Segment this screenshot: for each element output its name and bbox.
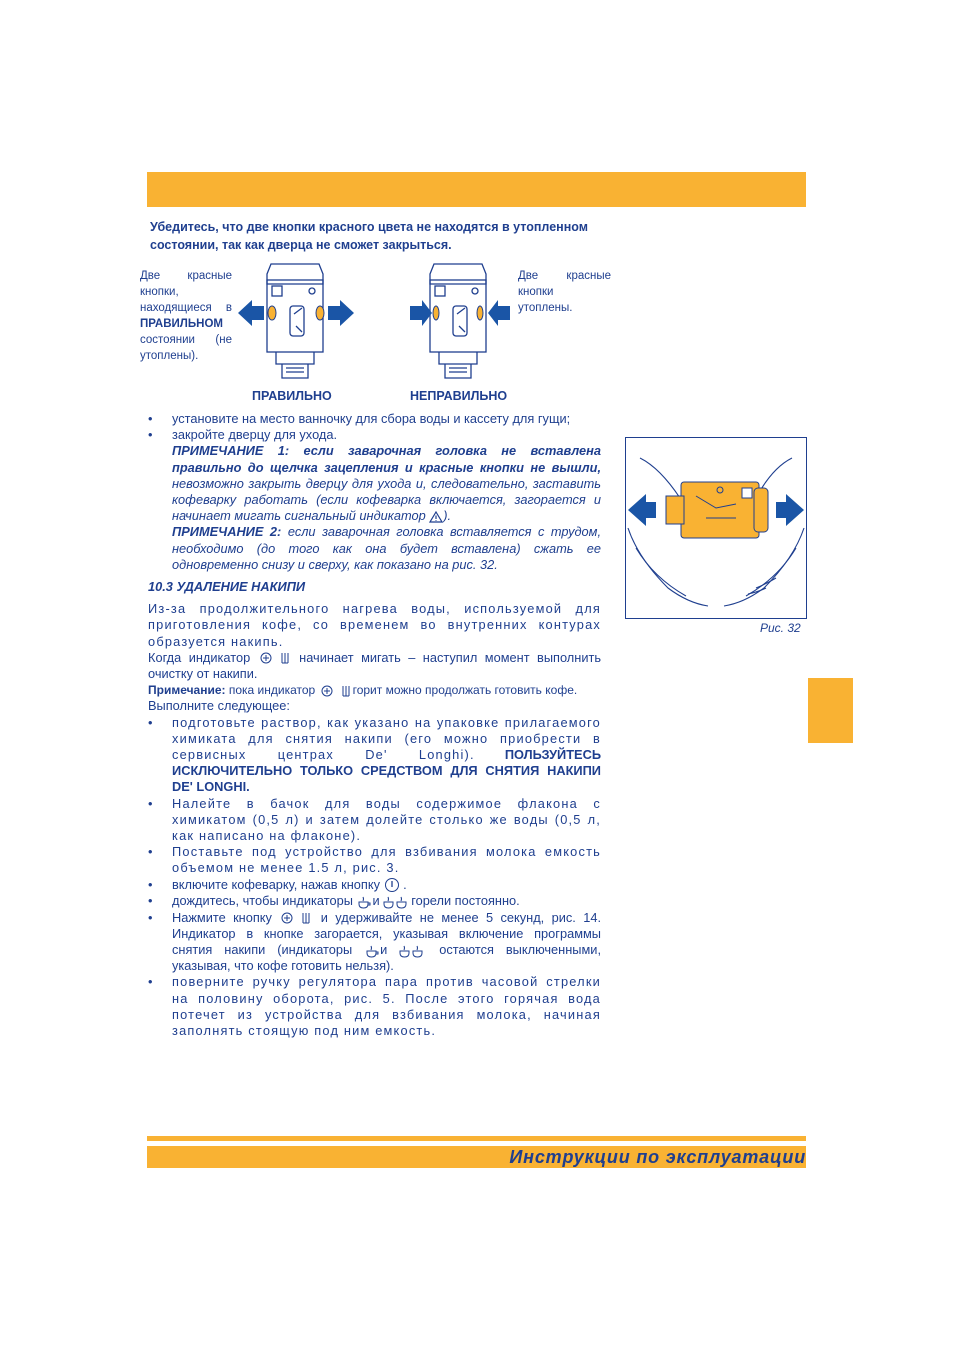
header-band xyxy=(147,172,806,207)
brew-unit-incorrect-illustration xyxy=(404,256,516,388)
caption-correct-a: Две красные кнопки, находящиеся в xyxy=(140,270,232,314)
figure-32 xyxy=(625,437,807,619)
paragraph: Выполните следующее: xyxy=(148,698,290,714)
warning-text: Убедитесь, что две кнопки красного цвета не находятся в утопленном состоянии, так как дверца не сможет закрыться. xyxy=(150,220,588,252)
caption-correct-b: ПРАВИЛЬНОМ xyxy=(140,318,223,330)
bottom-rule xyxy=(147,1136,806,1141)
list-item: • установите на место ванночку для сбора воды и кассету для гущи; xyxy=(148,411,571,426)
section-title: 10.3 УДАЛЕНИЕ НАКИПИ xyxy=(148,579,306,595)
descale-indicator-icon xyxy=(258,651,292,665)
caption-correct-c: состоянии (не утоплены). xyxy=(140,334,232,362)
single-cup-icon xyxy=(364,944,380,958)
double-cup-icon xyxy=(399,944,427,958)
caption-incorrect: Две красные кнопки утоплены. xyxy=(518,270,611,314)
footer-title: Инструкции по эксплуатации xyxy=(509,1147,806,1167)
list-item: • дождитесь, чтобы индикаторы и горели постоянно. xyxy=(148,893,520,909)
list-item: • подготовьте раствор, как указано на упаковке прилагаемого химиката для снятия накипи (его можно приобрести в сервисных центрах De' Longhi). ПОЛЬЗУЙТЕСЬ ИСКЛЮЧИТЕЛЬНО ТОЛЬКО СРЕДСТВОМ ДЛЯ СНЯТИЯ НАКИПИ DE' LONGHI. xyxy=(148,714,602,795)
descale-button-icon xyxy=(279,911,313,925)
paragraph: Примечание: пока индикатор горит можно продолжать готовить кофе. xyxy=(148,683,578,698)
note-2: ПРИМЕЧАНИЕ 2: если заварочная головка вставляется с трудом, необходимо (до того как она будет вставлена) сжать ее одновременно снизу и сверху, как показано на рис. 32. xyxy=(172,524,602,572)
note-1: ПРИМЕЧАНИЕ 1: если заварочная головка не вставлена правильно до щелчка зацепления и красные кнопки не вышли, невозможно закрыть дверцу для ухода и, следовательно, заставить кофеварку работать (если кофеварка включается, загорается и начинает мигать сигнальный индикатор ). xyxy=(172,443,601,524)
list-item: • поверните ручку регулятора пара против часовой стрелки на половину оборота, рис. 5. После этого горячая вода потечет из устройства для взбивания молока, начиная заполнять стоящую под ним емкость. xyxy=(148,974,601,1038)
list-item: • Налейте в бачок для воды содержимое флакона с химикатом (0,5 л) и затем долейте столько же воды (0,5 л, как написано на флаконе). xyxy=(148,795,601,844)
warning-triangle-icon xyxy=(429,511,443,523)
paragraph: Когда индикатор начинает мигать – наступил момент выполнить очистку от накипи. xyxy=(148,649,601,682)
side-tab xyxy=(808,678,853,743)
hands-squeezing-brew-unit-illustration xyxy=(626,438,806,618)
brew-unit-correct-illustration xyxy=(236,256,358,388)
list-item: • закройте дверцу для ухода. xyxy=(148,427,338,443)
list-item: • включите кофеварку, нажав кнопку . xyxy=(148,876,407,892)
descale-indicator-icon xyxy=(319,684,353,698)
list-item: • Нажмите кнопку и удерживайте не менее 5 секунд, рис. 14. Индикатор в кнопке загорается, указывая включение программы снятия накипи (индикаторы и остаются выключенными, указывая, что кофе готовить нельзя). xyxy=(148,909,601,974)
paragraph: Из-за продолжительного нагрева воды, используемой для приготовления кофе, со временем во внутренних контурах образуется накипь. xyxy=(148,601,601,649)
single-cup-icon xyxy=(356,895,372,909)
power-icon xyxy=(384,877,400,893)
label-correct: ПРАВИЛЬНО xyxy=(252,389,332,403)
figure-caption: Рис. 32 xyxy=(760,621,801,635)
footer-band xyxy=(147,1146,806,1168)
main-text-column xyxy=(148,411,601,1039)
double-cup-icon xyxy=(383,895,411,909)
caption-correct xyxy=(140,268,232,364)
list-item: • Поставьте под устройство для взбивания молока емкость объемом не менее 1.5 л, рис. 3. xyxy=(148,844,601,876)
label-incorrect: НЕПРАВИЛЬНО xyxy=(410,389,508,403)
